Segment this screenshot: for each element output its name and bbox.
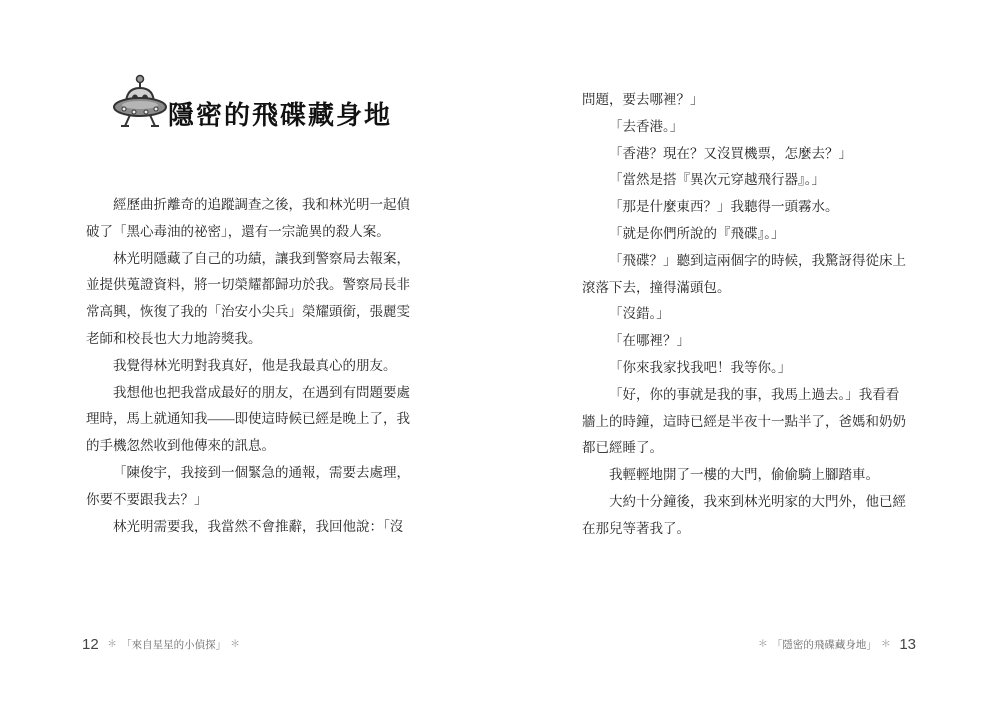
right-footer xyxy=(754,634,916,656)
text-line: 問題，要去哪裡？」 xyxy=(582,92,704,107)
right-text-column xyxy=(582,87,912,543)
text-line: 破了「黑心毒油的祕密」，還有一宗詭異的殺人案。 xyxy=(86,223,390,239)
text-line: 「好，你的事就是我的事，我馬上過去。」我看看 xyxy=(609,386,900,402)
star-ornament: ＊ xyxy=(107,639,118,650)
page-number: 13 xyxy=(899,636,916,653)
text-line: 並提供蒐證資料，將一切榮耀都歸功於我。警察局長非 xyxy=(86,277,410,293)
text-line: 的手機忽然收到他傳來的訊息。 xyxy=(86,438,275,454)
text-line: 林光明隱藏了自己的功績，讓我到警察局去報案， xyxy=(113,250,410,266)
text-line: 「你來我家找我吧！我等你。」 xyxy=(609,359,792,375)
text-line: 我想他也把我當成最好的朋友，在遇到有問題要處 xyxy=(113,384,410,400)
running-head: 「隱密的飛碟藏身地」 xyxy=(771,639,877,651)
text-line: 經歷曲折離奇的追蹤調查之後，我和林光明一起偵 xyxy=(113,197,410,212)
text-line: 「那是什麼東西？」我聽得一頭霧水。 xyxy=(609,199,839,215)
text-line: 「飛碟？」聽到這兩個字的時候，我驚訝得從床上 xyxy=(609,252,906,268)
text-line: 你要不要跟我去？」 xyxy=(86,491,208,507)
right-page xyxy=(500,0,1000,706)
running-head: 「來自星星的小偵探」 xyxy=(121,639,227,651)
text-line: 我覺得林光明對我真好，他是我最真心的朋友。 xyxy=(113,357,397,373)
text-line: 「就是你們所說的『飛碟』。」 xyxy=(609,225,785,241)
star-ornament: ＊ xyxy=(880,639,891,650)
text-line: 「沒錯。」 xyxy=(609,306,670,322)
text-line: 滾落下去，撞得滿頭包。 xyxy=(582,279,731,295)
text-line: 「陳俊宇，我接到一個緊急的通報，需要去處理， xyxy=(113,464,410,480)
left-footer xyxy=(82,634,244,656)
page-number: 12 xyxy=(82,636,99,653)
text-line: 常高興，恢復了我的「治安小尖兵」榮耀頭銜，張麗雯 xyxy=(86,304,410,320)
text-line: 「當然是搭『異次元穿越飛行器』。」 xyxy=(609,172,825,188)
text-line: 理時，馬上就通知我——即使這時候已經是晚上了，我 xyxy=(86,411,410,427)
text-line: 「香港？現在？又沒買機票，怎麼去？」 xyxy=(609,145,852,161)
text-line: 「在哪裡？」 xyxy=(609,333,690,349)
text-line: 「去香港。」 xyxy=(609,118,684,134)
chapter-title: 隱密的飛碟藏身地 xyxy=(168,100,393,130)
text-line: 林光明需要我，我當然不會推辭，我回他說：「沒 xyxy=(113,518,404,534)
text-line: 都已經睡了。 xyxy=(582,440,663,456)
text-line: 大約十分鐘後，我來到林光明家的大門外，他已經 xyxy=(609,493,906,509)
ufo-icon xyxy=(112,74,168,134)
text-line: 牆上的時鐘，這時已經是半夜十一點半了，爸媽和奶奶 xyxy=(582,413,906,429)
text-line: 在那兒等著我了。 xyxy=(582,520,690,536)
text-line: 老師和校長也大力地誇獎我。 xyxy=(86,330,262,346)
star-ornament: ＊ xyxy=(757,639,768,650)
star-ornament: ＊ xyxy=(230,639,241,650)
left-text-column xyxy=(86,192,416,540)
text-line: 我輕輕地開了一樓的大門，偷偷騎上腳踏車。 xyxy=(609,467,879,483)
